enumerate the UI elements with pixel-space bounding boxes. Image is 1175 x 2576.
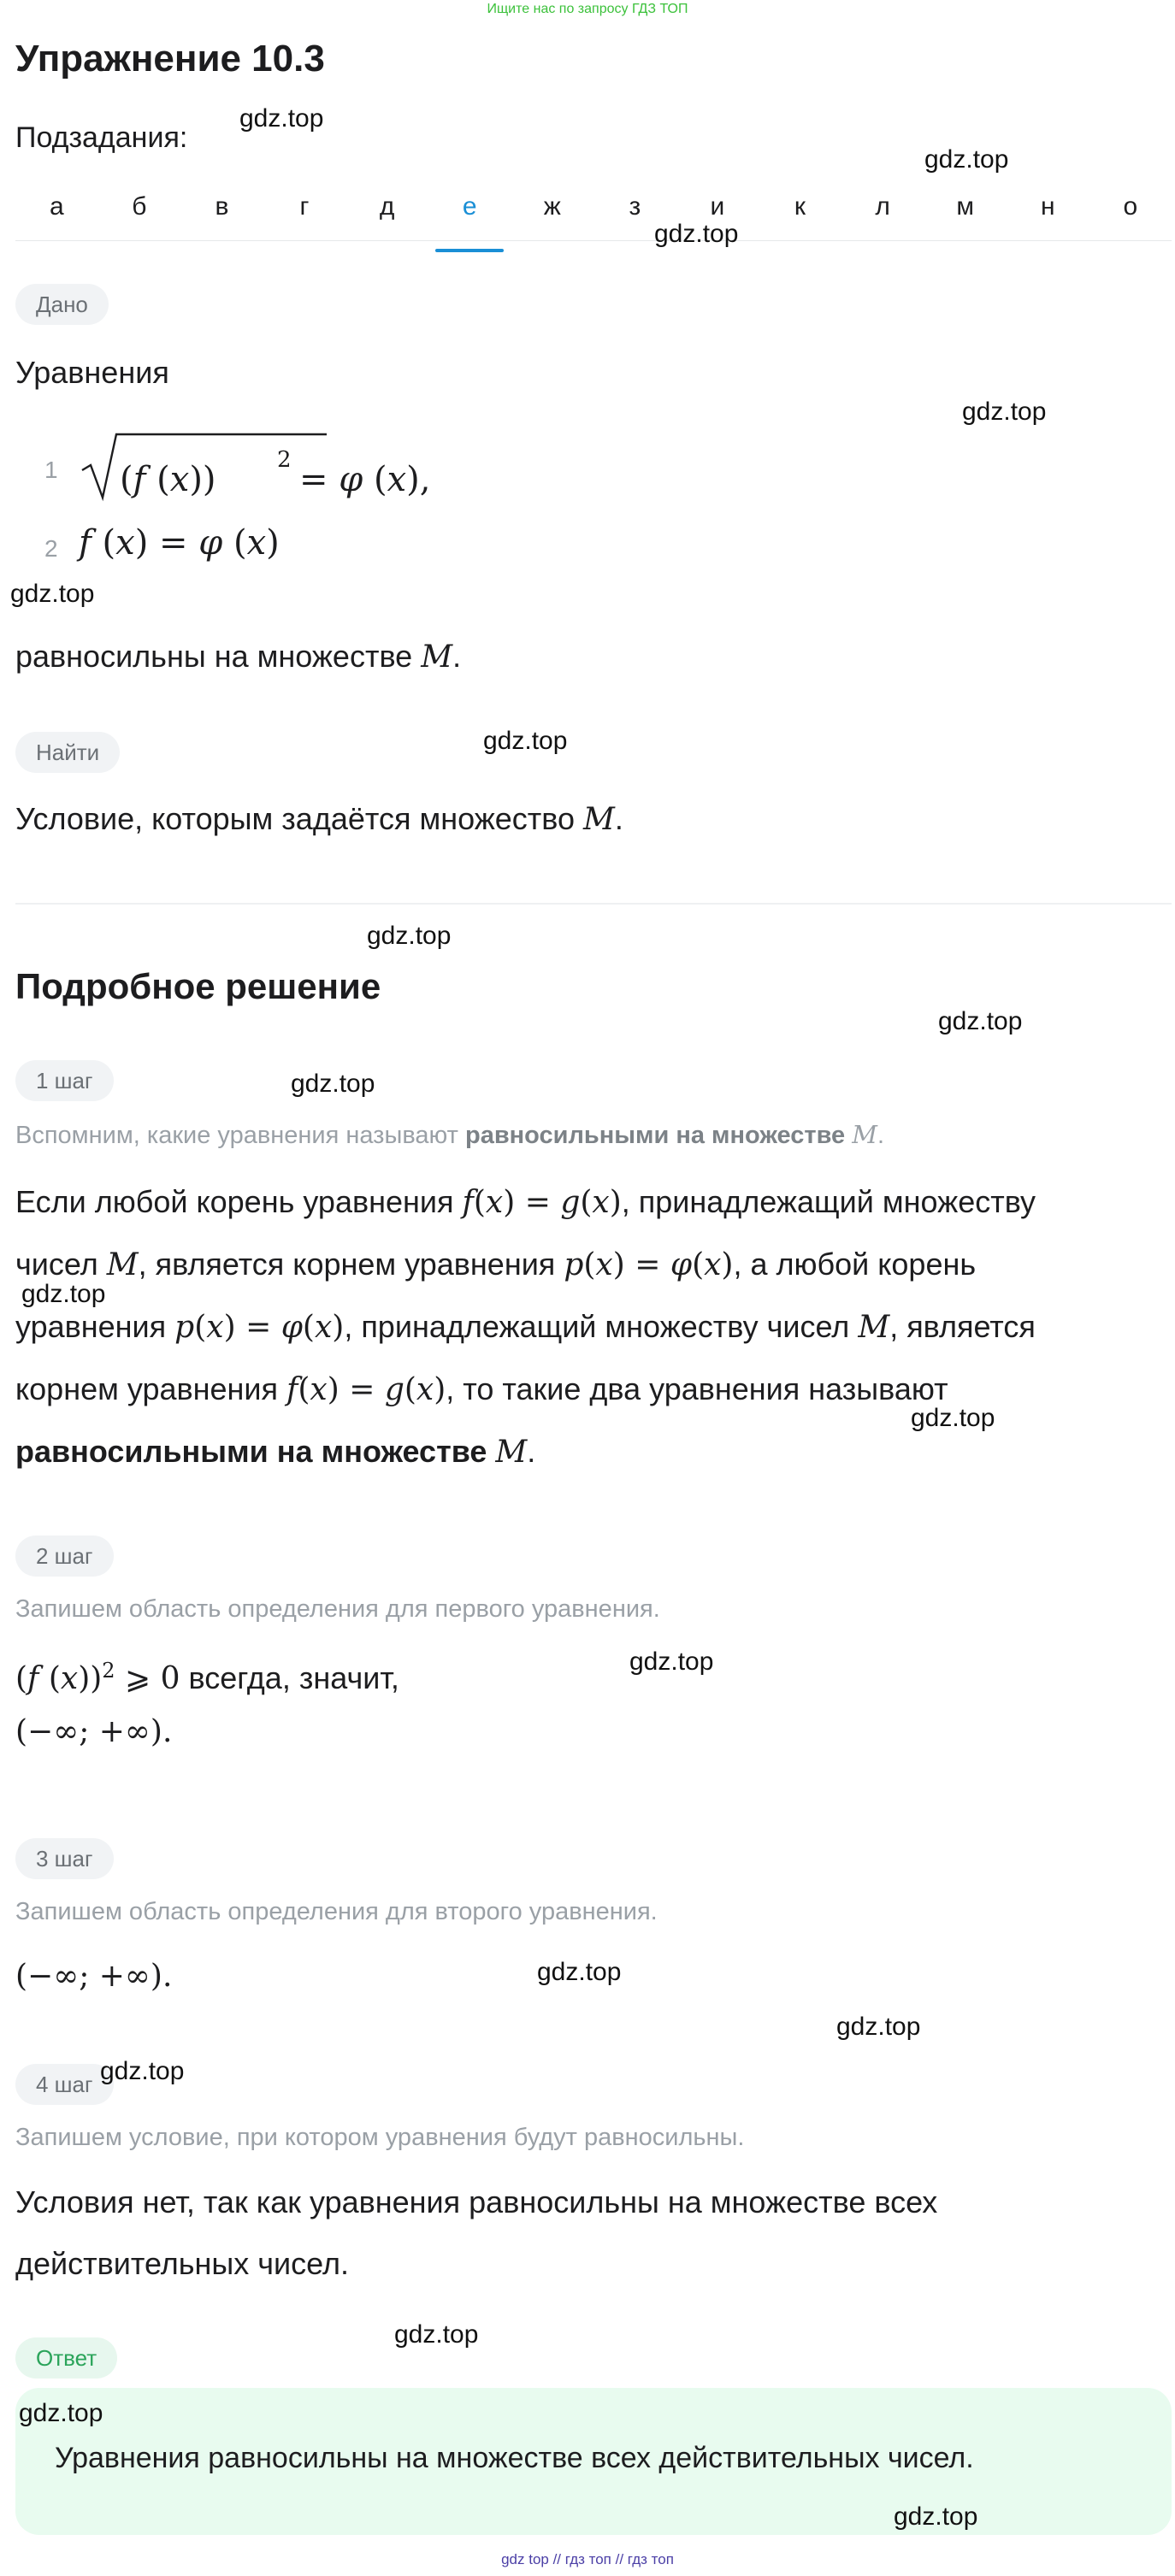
watermark: gdz.top <box>483 727 568 755</box>
watermark: gdz.top <box>654 220 739 248</box>
step-2-hint: Запишем область определения для первого уравнения. <box>15 1595 660 1623</box>
answer-badge: Ответ <box>15 2337 117 2379</box>
step-4-text: Условия нет, так как уравнения равносильны на множестве всех действительных чисел. <box>15 2184 938 2281</box>
tab-subtask[interactable]: л <box>875 192 890 221</box>
watermark: gdz.top <box>911 1404 995 1432</box>
step-2-interval: (−∞; +∞). <box>15 1714 173 1749</box>
watermark: gdz.top <box>962 398 1047 426</box>
given-outro: равносильны на множестве M. <box>15 639 462 675</box>
section-divider <box>15 903 1172 905</box>
find-badge: Найти <box>15 732 120 773</box>
watermark: gdz.top <box>894 2502 978 2531</box>
svg-text:2: 2 <box>277 447 292 473</box>
tab-subtask-active[interactable]: е <box>428 185 511 240</box>
step-1-text: Если любой корень уравнения f(x) = g(x), принадлежащий множеству чисел M, является корнем уравнения p(x) = φ(x), а любой корень уравнения p(x) = φ(x), принадлежащий множеству чисел M, является корнем уравнения f(x) = g(x), то такие два уравнения называют равносильными на множестве M. <box>15 1184 1036 1470</box>
top-search-banner[interactable]: Ищите нас по запросу ГДЗ ТОП <box>487 2 688 16</box>
step-3-hint: Запишем область определения для второго уравнения. <box>15 1898 658 1925</box>
equation-number: 2 <box>44 535 58 562</box>
watermark: gdz.top <box>629 1648 714 1676</box>
step-4-hint: Запишем условие, при котором уравнения будут равносильны. <box>15 2124 745 2151</box>
tab-subtask[interactable]: б <box>132 192 147 221</box>
watermark: gdz.top <box>394 2320 479 2349</box>
tab-subtask[interactable]: ж <box>543 192 561 221</box>
tab-subtask[interactable]: м <box>956 192 974 221</box>
svg-text:(f (x)): (f (x)) <box>120 460 216 499</box>
watermark: gdz.top <box>19 2399 103 2427</box>
watermark: gdz.top <box>836 2013 921 2041</box>
step-3-badge: 3 шаг <box>15 1838 114 1879</box>
tab-subtask[interactable]: и <box>710 192 725 221</box>
step-1-hint: Вспомним, какие уравнения называют равносильными на множестве M. <box>15 1120 884 1149</box>
watermark: gdz.top <box>537 1958 622 1986</box>
step-2-badge: 2 шаг <box>15 1536 114 1577</box>
solution-title: Подробное решение <box>15 966 381 1006</box>
subtasks-label: Подзадания: <box>15 121 188 154</box>
tab-subtask[interactable]: к <box>794 192 806 221</box>
find-text: Условие, которым задаётся множество M. <box>15 801 623 837</box>
step-1-badge: 1 шаг <box>15 1060 114 1101</box>
given-badge: Дано <box>15 284 109 325</box>
watermark: gdz.top <box>10 580 95 608</box>
page-title: Упражнение 10.3 <box>15 38 325 80</box>
given-intro: Уравнения <box>15 355 169 390</box>
answer-text: Уравнения равносильны на множестве всех действительных чисел. <box>55 2442 974 2474</box>
tab-subtask[interactable]: в <box>215 192 229 221</box>
step-3-interval: (−∞; +∞). <box>15 1959 173 1994</box>
tab-subtask[interactable]: н <box>1040 192 1055 221</box>
step-4-badge: 4 шаг <box>15 2064 114 2105</box>
watermark: gdz.top <box>239 104 324 133</box>
watermark: gdz.top <box>367 922 452 950</box>
svg-text:= φ (x),: = φ (x), <box>299 460 431 499</box>
tab-subtask[interactable]: з <box>629 192 641 221</box>
tab-subtask[interactable]: о <box>1123 192 1138 221</box>
equation-2: f (x) = φ (x) <box>79 523 280 563</box>
watermark: gdz.top <box>100 2057 185 2085</box>
watermark: gdz.top <box>924 145 1009 174</box>
tab-subtask[interactable]: г <box>299 192 310 221</box>
watermark: gdz.top <box>938 1007 1023 1035</box>
tab-subtask[interactable]: а <box>49 192 64 221</box>
equation-number: 1 <box>44 457 58 483</box>
tab-subtask[interactable]: д <box>379 192 395 221</box>
step-2-line-1: (f (x))$^2$ ⩾ 0 всегда, значит, <box>15 1659 399 1696</box>
subtask-tabs <box>15 185 1172 241</box>
footer-links[interactable]: gdz top // гдз топ // гдз топ <box>501 2551 674 2567</box>
watermark: gdz.top <box>21 1280 106 1308</box>
equation-1 <box>79 429 431 509</box>
watermark: gdz.top <box>291 1070 375 1098</box>
